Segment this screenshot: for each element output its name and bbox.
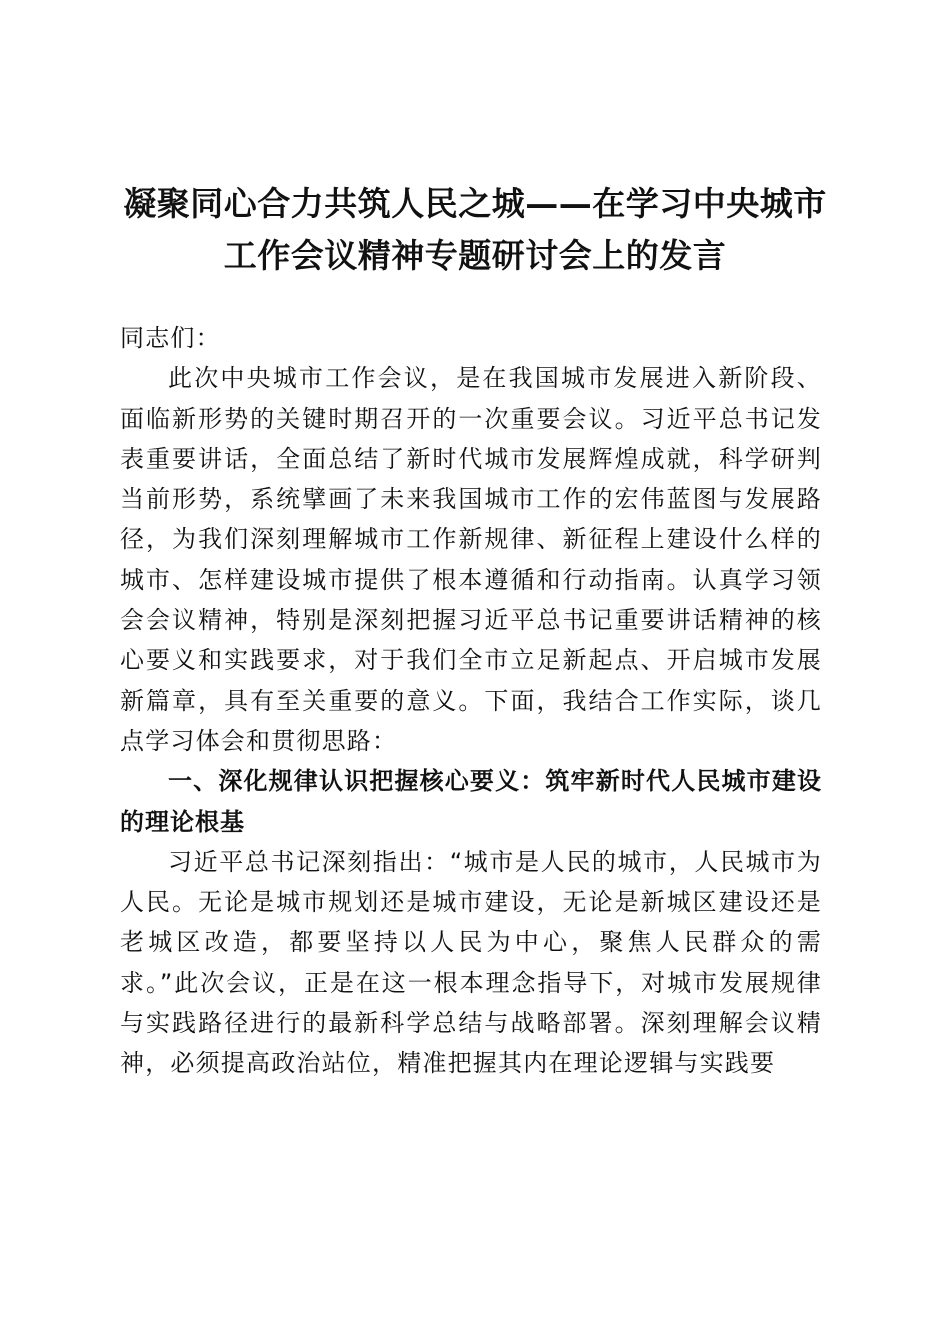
section-paragraph: 习近平总书记深刻指出：“城市是人民的城市，人民城市为人民。无论是城市规划还是城市建设，无论是新城区建设还是老城区改造，都要坚持以人民为中心，聚焦人民群众的需求。”此次会议，正是在这一根本理念指导下，对城市发展规律与实践路径进行的最新科学总结与战略部署。深刻理解会议精神，必须提高政治站位，精准把握其内在理论逻辑与实践要 xyxy=(120,847,822,1078)
document-body xyxy=(120,318,822,1084)
salutation: 同志们： xyxy=(120,324,221,352)
document-title: 凝聚同心合力共筑人民之城——在学习中央城市工作会议精神专题研讨会上的发言 xyxy=(123,184,827,275)
intro-paragraph: 此次中央城市工作会议，是在我国城市发展进入新阶段、面临新形势的关键时期召开的一次重要会议。习近平总书记发表重要讲话，全面总结了新时代城市发展辉煌成就，科学研判当前形势，系统擘画了未来我国城市工作的宏伟蓝图与发展路径，为我们深刻理解城市工作新规律、新征程上建设什么样的城市、怎样建设城市提供了根本遵循和行动指南。认真学习领会会议精神，特别是深刻把握习近平总书记重要讲话精神的核心要义和实践要求，对于我们全市立足新起点、开启城市发展新篇章，具有至关重要的意义。下面，我结合工作实际，谈几点学习体会和贯彻思路： xyxy=(120,364,822,755)
section-heading: 一、深化规律认识把握核心要义：筑牢新时代人民城市建设的理论根基 xyxy=(120,767,822,836)
